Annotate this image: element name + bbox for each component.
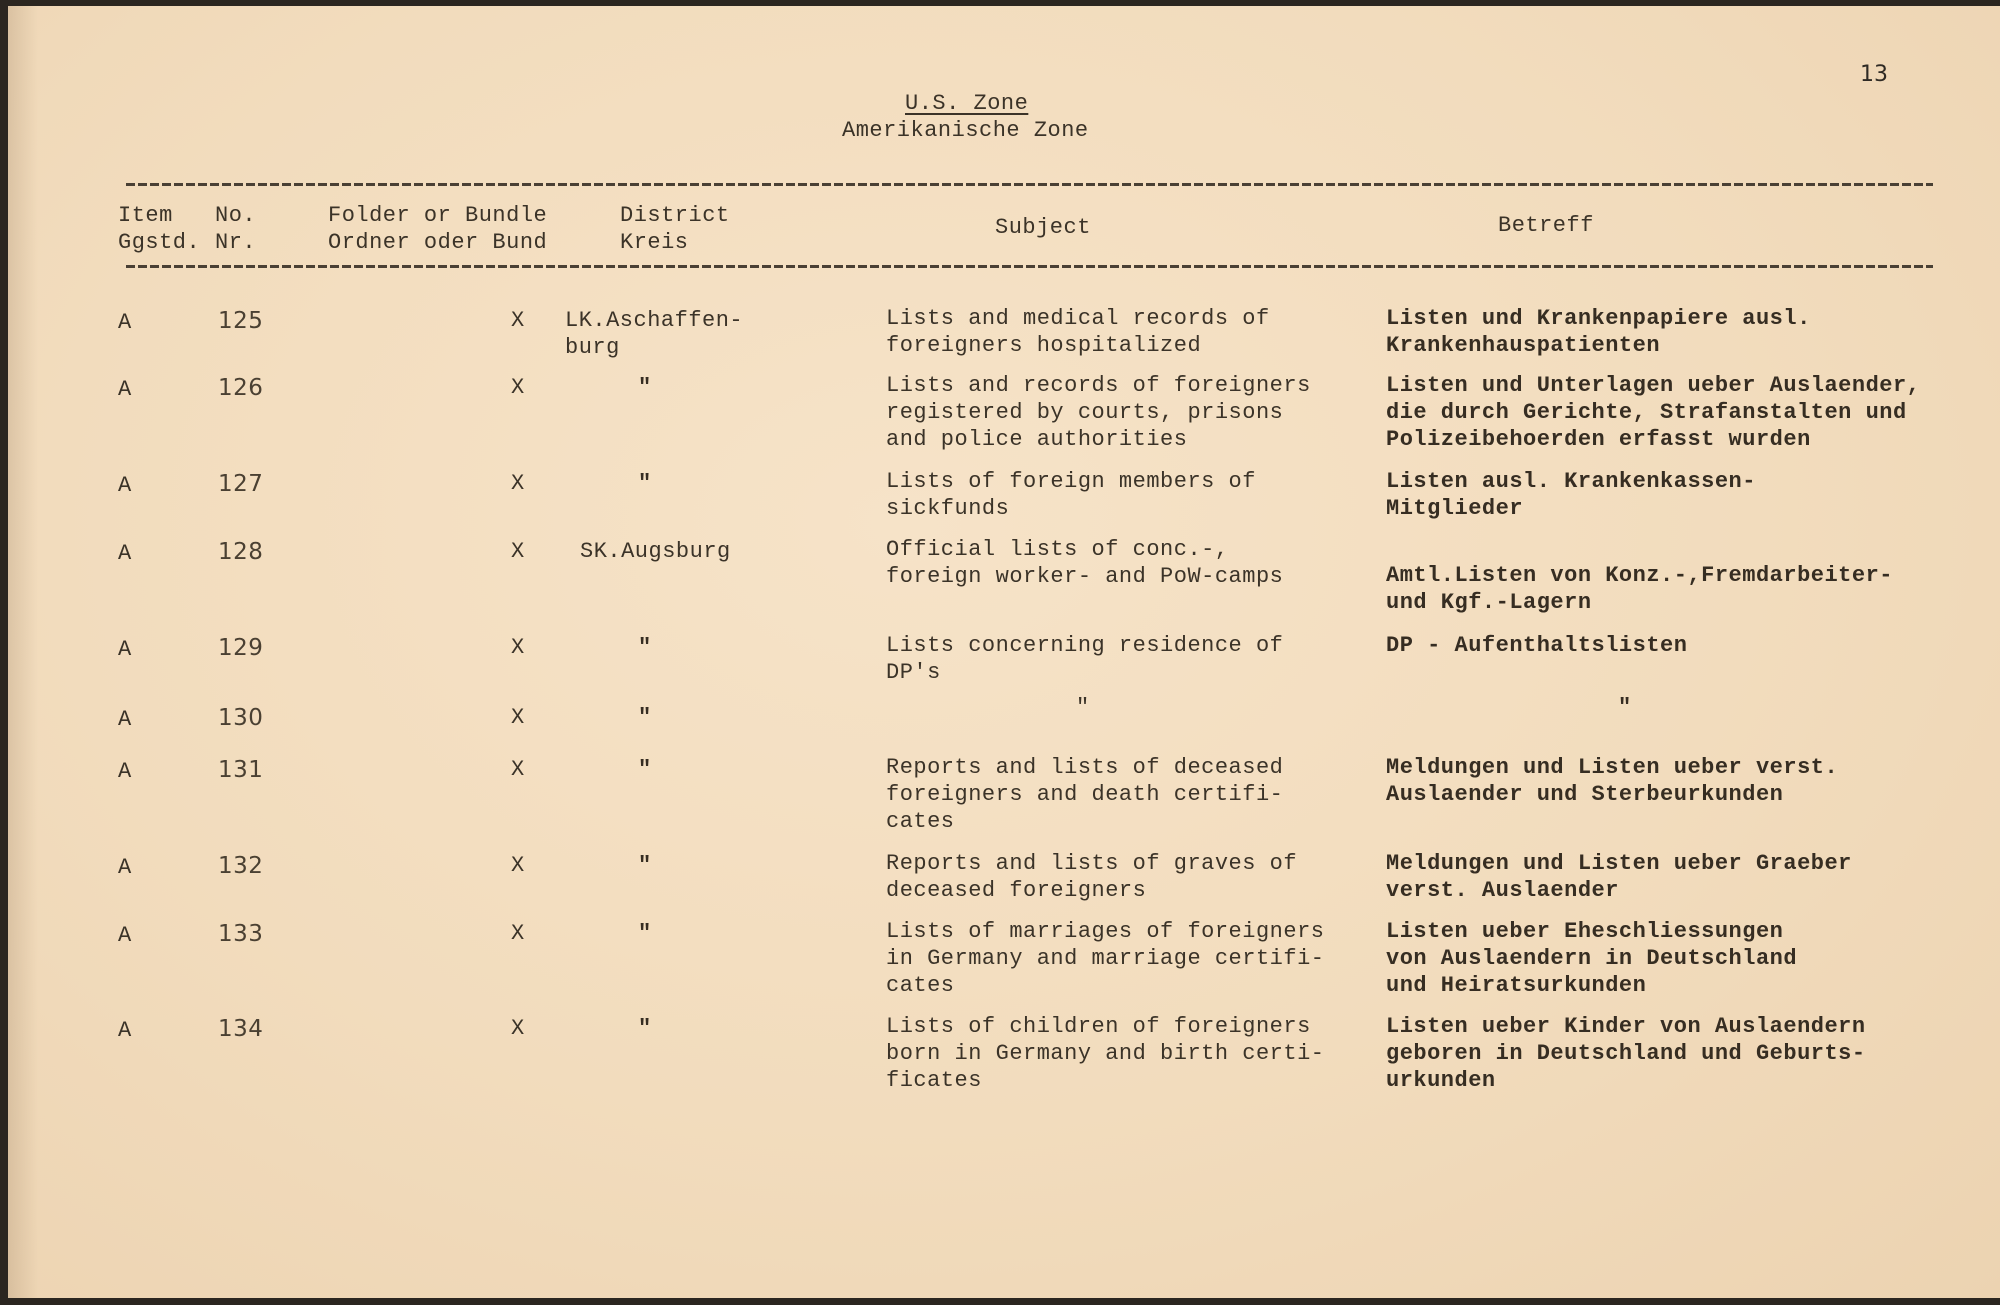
folder-mark-cell: X [511,1016,525,1041]
subject-cell: Lists of children of foreigners born in Germany and birth certi- ficates [886,1014,1325,1093]
folder-mark-cell: X [511,375,525,400]
folder-mark-cell: X [511,757,525,782]
district-cell: " [638,921,652,946]
number-cell: 134 [218,1016,264,1042]
header-rule-bottom [126,265,1933,268]
folder-mark-cell: X [511,539,525,564]
header-no-de: Nr. [215,230,257,255]
item-cell: A [118,541,132,566]
header-betreff: Betreff [1498,213,1594,238]
betreff-cell: Listen ueber Kinder von Auslaendern geboren in Deutschland und Geburts- urkunden [1386,1014,1866,1093]
header-rule-top [126,183,1933,186]
folder-mark-cell: X [511,921,525,946]
number-cell: 129 [218,635,264,661]
folder-mark-cell: X [511,705,525,730]
number-cell: 126 [218,375,264,401]
item-cell: A [118,759,132,784]
item-cell: A [118,855,132,880]
district-cell: " [638,853,652,878]
header-district-de: Kreis [620,230,689,255]
betreff-cell: Amtl.Listen von Konz.-,Fremdarbeiter- und Kgf.-Lagern [1386,563,1893,615]
title-german: Amerikanische Zone [842,118,1089,143]
header-folder-de: Ordner oder Bund [328,230,548,255]
subject-cell: Lists concerning residence of DP's [886,633,1284,685]
page-number: 13 [1860,62,1888,87]
district-cell: LK.Aschaffen- burg [565,308,744,360]
item-cell: A [118,707,132,732]
betreff-cell: Listen und Krankenpapiere ausl. Krankenhauspatienten [1386,306,1811,358]
folder-mark-cell: X [511,471,525,496]
item-cell: A [118,1018,132,1043]
number-cell: 127 [218,471,264,497]
folder-mark-cell: X [511,635,525,660]
header-item-en: Item [118,203,173,228]
betreff-cell: Listen und Unterlagen ueber Auslaender, die durch Gerichte, Strafanstalten und Polizeibehoerden erfasst wurden [1386,373,1921,452]
header-district-en: District [620,203,730,228]
district-cell: " [638,757,652,782]
number-cell: 128 [218,539,264,565]
betreff-cell: Meldungen und Listen ueber verst. Auslaender und Sterbeurkunden [1386,755,1839,807]
subject-cell: " [1076,695,1090,720]
item-cell: A [118,637,132,662]
district-cell: " [638,1016,652,1041]
number-cell: 130 [218,705,264,731]
item-cell: A [118,310,132,335]
subject-cell: Lists of marriages of foreigners in Germany and marriage certifi- cates [886,919,1325,998]
item-cell: A [118,923,132,948]
subject-cell: Lists and records of foreigners registered by courts, prisons and police authorities [886,373,1311,452]
number-cell: 133 [218,921,264,947]
header-no-en: No. [215,203,257,228]
betreff-cell: Listen ueber Eheschliessungen von Auslaendern in Deutschland und Heiratsurkunden [1386,919,1798,998]
betreff-cell: DP - Aufenthaltslisten [1386,633,1688,658]
subject-cell: Reports and lists of deceased foreigners and death certifi- cates [886,755,1284,834]
subject-cell: Lists and medical records of foreigners hospitalized [886,306,1270,358]
district-cell: " [638,705,652,730]
title-english: U.S. Zone [905,91,1029,116]
district-cell: " [638,471,652,496]
subject-cell: Lists of foreign members of sickfunds [886,469,1256,521]
item-cell: A [118,473,132,498]
betreff-cell: " [1618,695,1632,720]
item-cell: A [118,377,132,402]
district-cell: " [638,635,652,660]
header-subject: Subject [995,215,1091,240]
header-item-de: Ggstd. [118,230,201,255]
subject-cell: Official lists of conc.-, foreign worker- and PoW-camps [886,537,1284,589]
betreff-cell: Listen ausl. Krankenkassen- Mitglieder [1386,469,1756,521]
number-cell: 131 [218,757,264,783]
page-shadow [8,6,38,1298]
folder-mark-cell: X [511,308,525,333]
district-cell: SK.Augsburg [580,539,731,564]
number-cell: 132 [218,853,264,879]
folder-mark-cell: X [511,853,525,878]
subject-cell: Reports and lists of graves of deceased foreigners [886,851,1298,903]
document-page [8,6,2000,1298]
number-cell: 125 [218,308,264,334]
district-cell: " [638,375,652,400]
header-folder-en: Folder or Bundle [328,203,548,228]
betreff-cell: Meldungen und Listen ueber Graeber verst. Auslaender [1386,851,1852,903]
